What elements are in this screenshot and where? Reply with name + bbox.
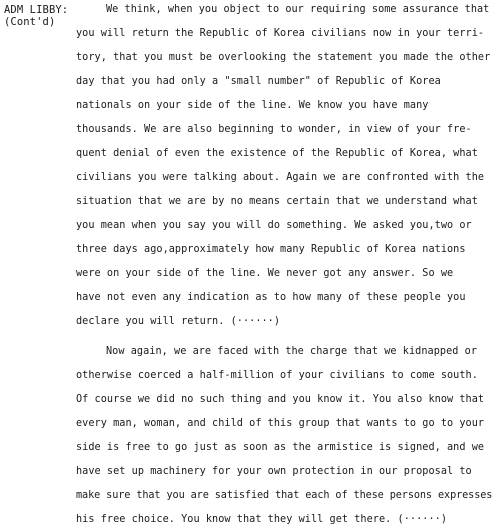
text-line: Of course we did no such thing and you know it. You also know that: [76, 394, 485, 405]
text-line: were on your side of the line. We never got any answer. So we: [76, 268, 454, 279]
text-line: nationals on your side of the line. We know you have many: [76, 100, 429, 111]
text-line: three days ago,approximately how many Republic of Korea nations: [76, 244, 466, 255]
text-line: side is free to go just as soon as the armistice is signed, and we: [76, 442, 485, 453]
text-line: thousands. We are also beginning to wonder, in view of your fre-: [76, 124, 472, 135]
speaker-continued-note: (Cont'd): [4, 16, 56, 28]
text-line: his free choice. You know that they will get there. (······): [76, 514, 448, 525]
text-line: you will return the Republic of Korea civilians now in your terri-: [76, 28, 485, 39]
text-line: otherwise coerced a half-million of your civilians to come south.: [76, 370, 478, 381]
text-line: We think, when you object to our requiring some assurance that: [106, 4, 490, 15]
text-line: quent denial of even the existence of the Republic of Korea, what: [76, 148, 478, 159]
text-line: declare you will return. (······): [76, 316, 281, 327]
text-line: make sure that you are satisfied that each of these persons expresses: [76, 490, 493, 501]
text-line: civilians you were talking about. Again we are confronted with the: [76, 172, 485, 183]
text-line: situation that we are by no means certain that we understand what: [76, 196, 478, 207]
speaker-label: [4, 4, 68, 28]
text-line: have set up machinery for your own protection in our proposal to: [76, 466, 472, 477]
speaker-name: ADM LIBBY:: [4, 4, 69, 16]
text-line: day that you had only a "small number" of Republic of Korea: [76, 76, 441, 87]
text-line: you mean when you say you will do something. We asked you,two or: [76, 220, 472, 231]
text-line: tory, that you must be overlooking the statement you made the other: [76, 52, 491, 63]
text-line: have not even any indication as to how many of these people you: [76, 292, 466, 303]
text-line: every man, woman, and child of this group that wants to go to your: [76, 418, 485, 429]
text-line: Now again, we are faced with the charge that we kidnapped or: [106, 346, 478, 357]
